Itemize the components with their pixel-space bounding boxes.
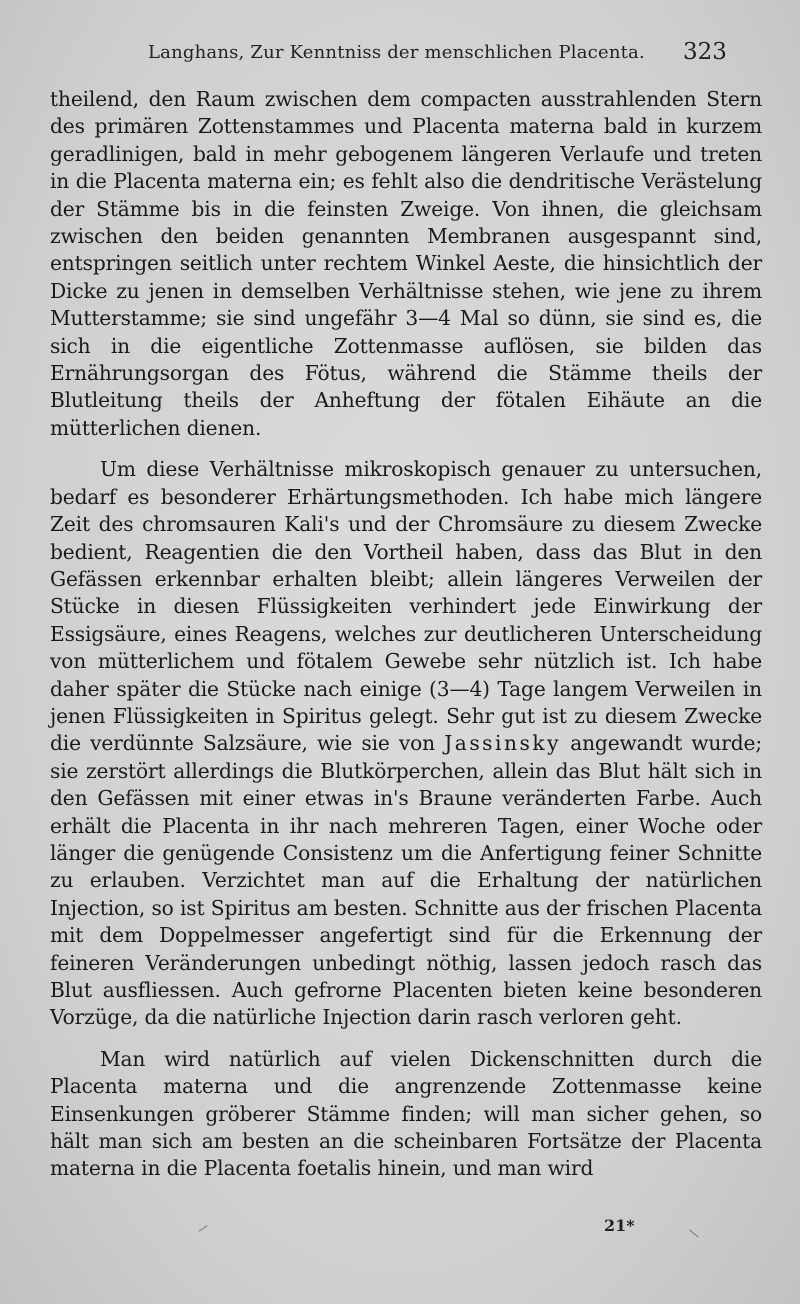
text-body bbox=[50, 86, 762, 1183]
paragraph-2-text-a: Um diese Verhältnisse mikroskopisch genauer zu untersuchen, bedarf es besonderer Erhärtungsmethoden. Ich habe mich längere Zeit des chromsauren Kali's und der Chromsäure zu diesem Zwecke bedient, Reagentien die den Vortheil haben, dass das Blut in den Gefässen erkennbar erhalten bleibt; allein längeres Verweilen der Stücke in diesen Flüssigkeiten verhindert jede Einwirkung der Essigsäure, eines Reagens, welches zur deutlicheren Unterscheidung von mütterlichem und fötalem Gewebe sehr nützlich ist. Ich habe daher später die Stücke nach einige (3—4) Tage langem Verweilen in jenen Flüssigkeiten in Spiritus gelegt. Sehr gut ist zu diesem Zwecke die verdünnte Salzsäure, wie sie von bbox=[50, 457, 762, 756]
running-title: Langhans, Zur Kenntniss der menschlichen Placenta. bbox=[148, 42, 645, 63]
paragraph-2-text-b: angewandt wurde; sie zerstört allerdings die Blutkörperchen, allein das Blut hält sich in den Gefässen mit einer etwas in's Braune veränderten Farbe. Auch erhält die Placenta in ihr nach mehreren Tagen, einer Woche oder länger die genügende Consistenz um die Anfertigung feiner Schnitte zu erlauben. Verzichtet man auf die Erhaltung der natürlichen Injection, so ist Spiritus am besten. Schnitte aus der frischen Placenta mit dem Doppelmesser angefertigt sind für die Erkennung der feineren Veränderungen unbedingt nöthig, lassen jedoch rasch das Blut ausfliessen. Auch gefrorne Placenten bieten keine besonderen Vorzüge, da die natürliche Injection darin rasch verloren geht. bbox=[50, 731, 762, 1030]
signature-mark: 21* bbox=[604, 1216, 635, 1235]
author-name-jassinsky: Jassinsky bbox=[444, 731, 561, 756]
page-number: 323 bbox=[683, 39, 727, 65]
paragraph-2 bbox=[50, 456, 762, 1032]
ink-mark bbox=[199, 1225, 208, 1232]
page-header bbox=[0, 36, 800, 72]
paragraph-1: theilend, den Raum zwischen dem compacten ausstrahlenden Stern des primären Zottenstammes und Placenta materna bald in kurzem geradlinigen, bald in mehr gebogenem längeren Verlaufe und treten in die Placenta materna ein; es fehlt also die dendritische Verästelung der Stämme bis in die feinsten Zweige. Von ihnen, die gleichsam zwischen den beiden genannten Membranen ausgespannt sind, entspringen seitlich unter rechtem Winkel Aeste, die hinsichtlich der Dicke zu jenen in demselben Verhältnisse stehen, wie jene zu ihrem Mutterstamme; sie sind ungefähr 3—4 Mal so dünn, sie sind es, die sich in die eigentliche Zottenmasse auflösen, sie bilden das Ernährungsorgan des Fötus, während die Stämme theils der Blutleitung theils der Anheftung der fötalen Eihäute an die mütterlichen dienen. bbox=[50, 87, 762, 440]
paragraph-3: Man wird natürlich auf vielen Dickenschnitten durch die Placenta materna und die angrenzende Zottenmasse keine Einsenkungen gröberer Stämme finden; will man sicher gehen, so hält man sich am besten an die scheinbaren Fortsätze der Placenta materna in die Placenta foetalis hinein, und man wird bbox=[50, 1046, 762, 1181]
ink-mark bbox=[689, 1229, 699, 1237]
